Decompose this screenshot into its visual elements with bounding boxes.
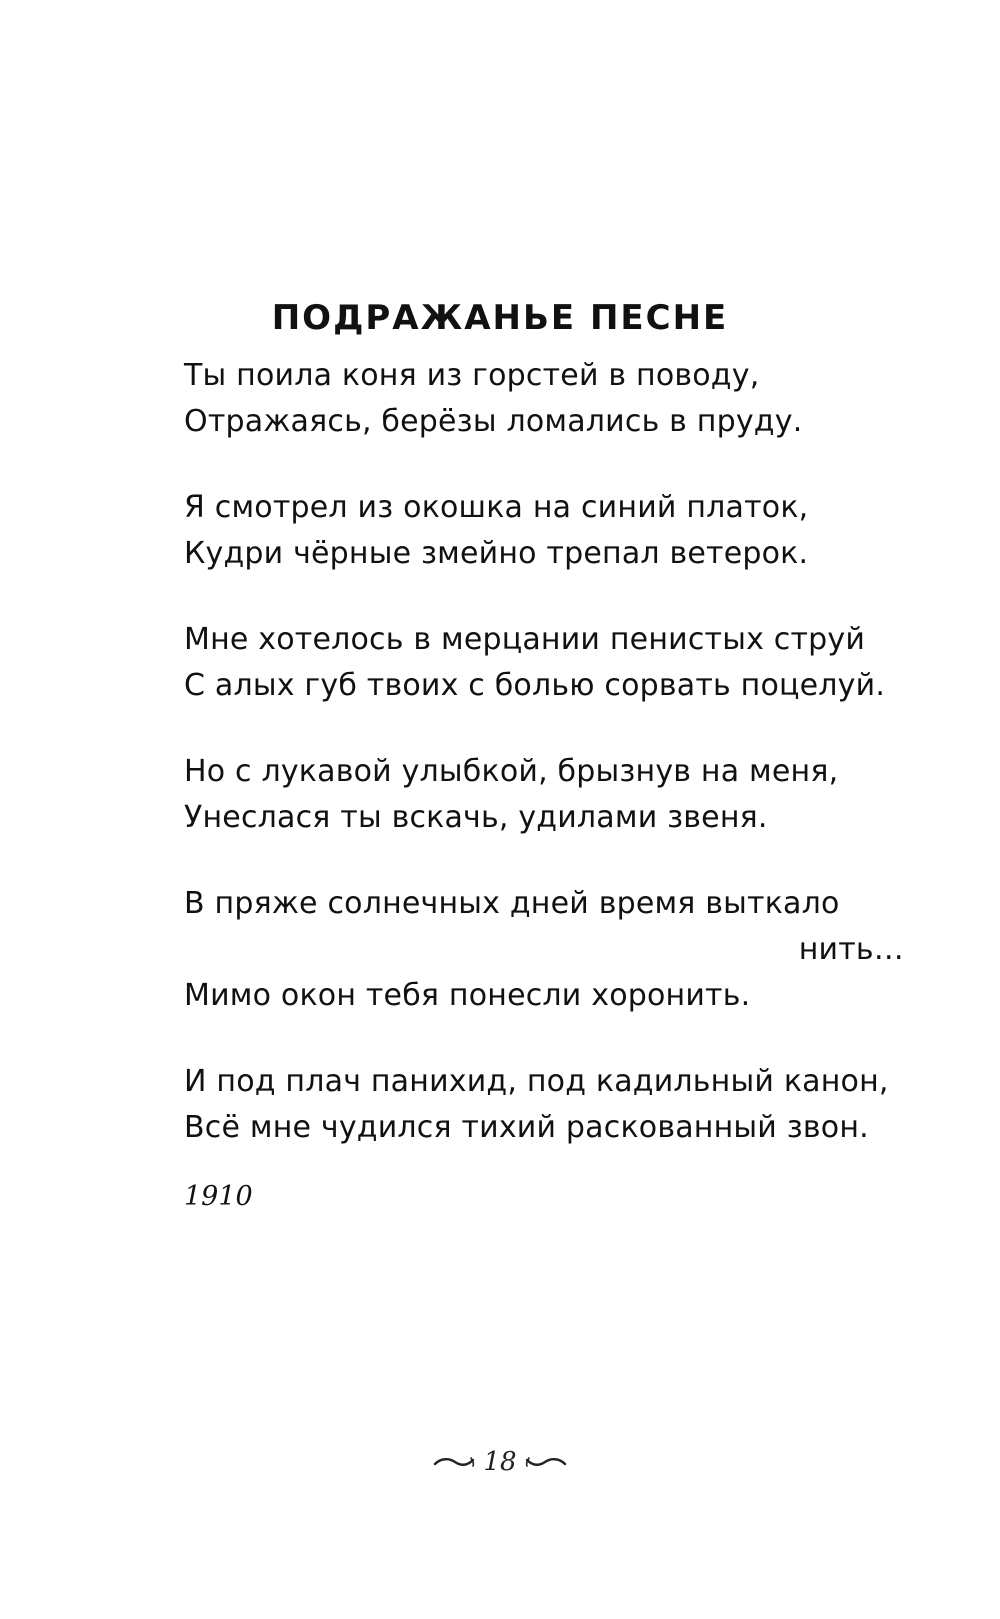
flourish-left-icon bbox=[433, 1452, 477, 1472]
poem-line: Я смотрел из окошка на синий платок, bbox=[184, 490, 809, 525]
poem-line: Отражаясь, берёзы ломались в пруду. bbox=[184, 404, 803, 439]
poem-line: Всё мне чудился тихий раскованный звон. bbox=[184, 1110, 869, 1145]
poem-line: С алых губ твоих с болью сорвать поцелуй. bbox=[184, 668, 886, 703]
poem-title: ПОДРАЖАНЬЕ ПЕСНЕ bbox=[271, 298, 729, 338]
poem-line: Мимо окон тебя понесли хоронить. bbox=[184, 978, 751, 1013]
poem-line: И под плач панихид, под кадильный канон, bbox=[184, 1064, 889, 1099]
poem-line: Ты поила коня из горстей в поводу, bbox=[184, 358, 760, 393]
flourish-right-icon bbox=[523, 1452, 567, 1472]
poem-line: В пряже солнечных дней время выткало bbox=[184, 886, 840, 921]
poem-line: Кудри чёрные змейно трепал ветерок. bbox=[184, 536, 809, 571]
poem-date: 1910 bbox=[184, 1181, 253, 1212]
poem-line: Мне хотелось в мерцании пенистых струй bbox=[184, 622, 866, 657]
page-number: 18 bbox=[483, 1447, 517, 1477]
poem-line-continuation: нить… bbox=[798, 932, 904, 967]
poem-line: Но с лукавой улыбкой, брызнув на меня, bbox=[184, 754, 839, 789]
page-folio bbox=[0, 1442, 1000, 1482]
poem-line: Унеслася ты вскачь, удилами звеня. bbox=[184, 800, 768, 835]
